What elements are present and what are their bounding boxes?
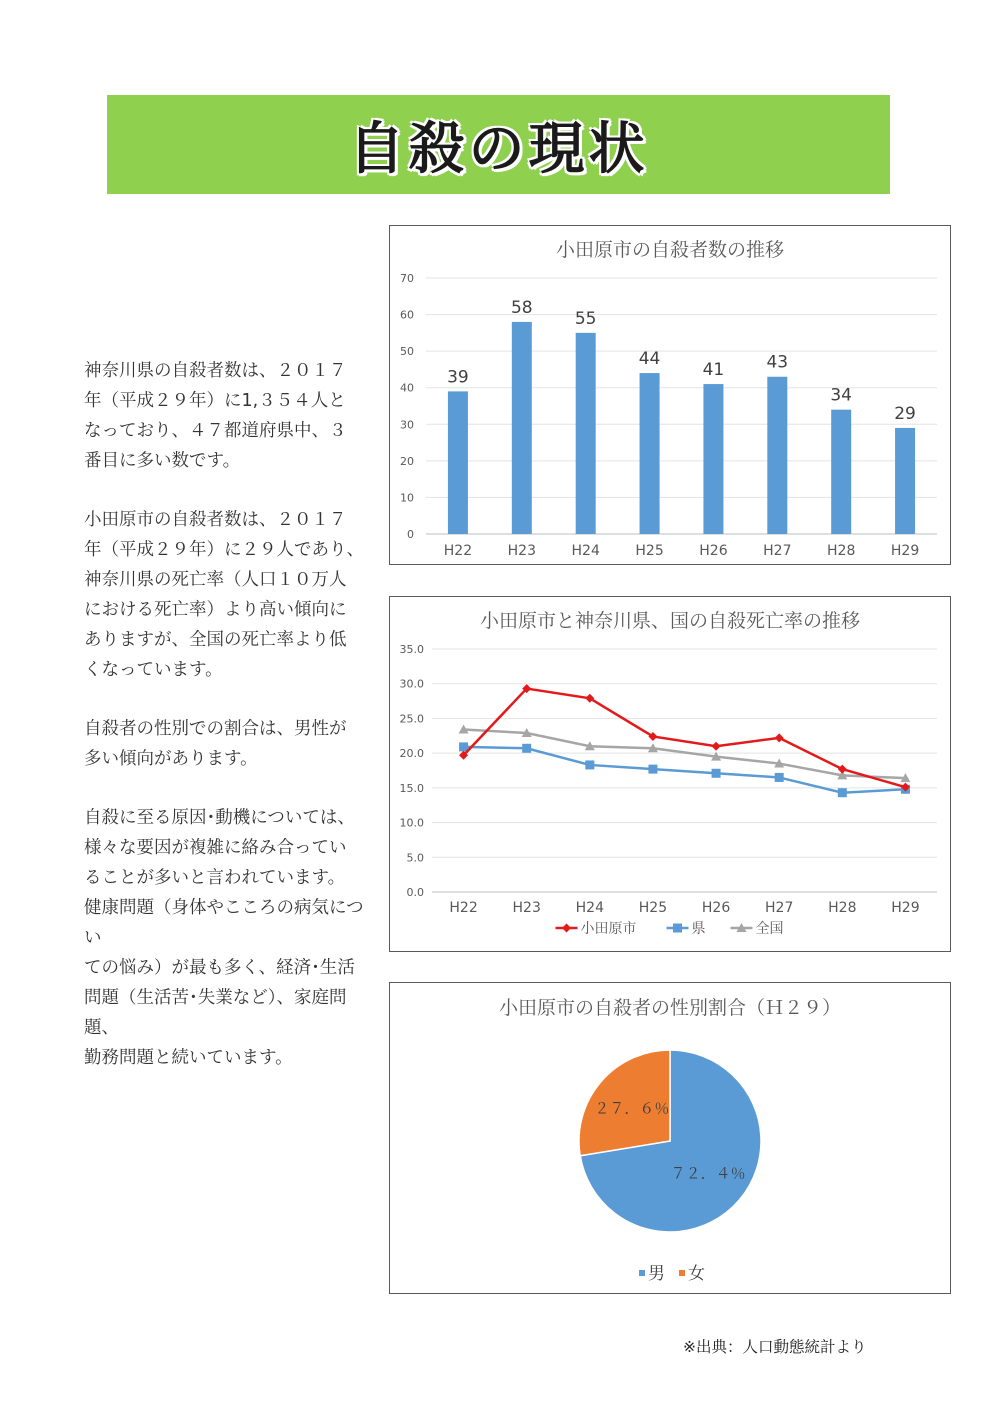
data-point [459, 742, 468, 751]
x-tick-label: H22 [449, 900, 478, 916]
data-label: 58 [510, 297, 533, 318]
legend-label: 男 [648, 1264, 665, 1284]
paragraph-2: 小田原市の自殺者数は、２０１７ 年（平成２９年）に２９人であり、 神奈川県の死亡率（人口１０万人 における死亡率）より高い傾向に ありますが、全国の死亡率より低 くなっています。 [84, 510, 364, 680]
y-tick-label: 50 [400, 345, 414, 359]
data-label: 55 [574, 308, 597, 329]
x-tick-label: H25 [638, 900, 668, 916]
bar [448, 391, 468, 534]
y-tick-label: 15.0 [399, 781, 424, 795]
y-tick-label: 25.0 [399, 712, 424, 726]
data-point [648, 765, 657, 774]
source-note: ※出典：人口動態統計より [683, 1338, 867, 1356]
data-point [712, 742, 721, 751]
legend-label: 全国 [755, 921, 784, 937]
x-tick-label: H25 [635, 543, 664, 559]
legend-swatch [679, 1270, 685, 1276]
data-point [838, 788, 847, 797]
y-tick-label: 40 [400, 381, 414, 395]
x-tick-label: H29 [890, 543, 920, 559]
legend-label: 女 [688, 1264, 705, 1284]
y-tick-label: 20.0 [399, 747, 424, 761]
page-title: 自殺の現状 [348, 116, 649, 182]
data-label: 34 [830, 385, 853, 406]
data-point [775, 773, 784, 782]
chart-title: 小田原市の自殺者数の推移 [555, 239, 785, 261]
bar [576, 333, 596, 534]
y-tick-label: 0 [407, 528, 414, 541]
legend-label: 県 [691, 921, 706, 937]
x-tick-label: H28 [827, 543, 856, 559]
y-tick-label: 5.0 [406, 851, 424, 865]
y-tick-label: 0.0 [406, 886, 424, 899]
bar-chart-svg [390, 226, 950, 564]
data-label: 43 [766, 352, 789, 373]
data-label: 29 [894, 403, 916, 424]
title-banner [107, 95, 890, 194]
legend-swatch [639, 1270, 645, 1276]
y-tick-label: 70 [400, 272, 414, 285]
data-label: 41 [702, 360, 725, 381]
x-tick-label: H29 [891, 900, 920, 916]
y-tick-label: 30.0 [399, 677, 424, 691]
chart-title: 小田原市の自殺者の性別割合（Ｈ２９） [498, 997, 842, 1019]
y-tick-label: 30 [400, 418, 414, 432]
y-tick-label: 20 [400, 454, 414, 468]
bar [895, 428, 915, 534]
y-tick-label: 35.0 [399, 643, 424, 656]
slice-label: ２７．６％ [594, 1099, 670, 1118]
chart-title: 小田原市と神奈川県、国の自殺死亡率の推移 [479, 610, 861, 632]
bar [640, 373, 660, 534]
description-text [84, 356, 374, 1073]
bar [767, 377, 787, 534]
y-tick-label: 10.0 [399, 816, 424, 830]
y-tick-label: 10 [400, 491, 414, 505]
x-tick-label: H27 [765, 900, 794, 916]
x-tick-label: H23 [512, 900, 541, 916]
paragraph-4: 自殺に至る原因･動機については、 様々な要因が複雑に絡み合ってい ることが多いと言われています。 健康問題（身体やこころの病気につい ての悩み）が最も多く、経済･生活 問題（生活苦･失業など）、家庭問題、 勤務問題と続いています。 [84, 808, 364, 1068]
suicide-count-chart [389, 225, 951, 565]
line-chart-svg [390, 597, 950, 951]
x-tick-label: H26 [701, 900, 731, 916]
x-tick-label: H28 [828, 900, 857, 916]
slice-label: ７２．４％ [670, 1164, 746, 1183]
legend-label: 小田原市 [580, 921, 637, 937]
gender-ratio-chart [389, 982, 951, 1294]
data-point [585, 760, 594, 769]
x-tick-label: H27 [763, 543, 792, 559]
x-tick-label: H26 [699, 543, 728, 559]
data-label: 39 [447, 367, 469, 388]
x-tick-label: H24 [571, 543, 600, 559]
bar [703, 384, 723, 534]
x-tick-label: H24 [575, 900, 604, 916]
data-point [712, 769, 721, 778]
suicide-rate-chart [389, 596, 951, 952]
legend-marker [673, 924, 682, 933]
bar [831, 410, 851, 534]
paragraph-3: 自殺者の性別での割合は、男性が 多い傾向があります。 [84, 719, 347, 769]
data-label: 44 [638, 349, 661, 370]
bar [512, 322, 532, 534]
data-point [522, 744, 531, 753]
paragraph-1: 神奈川県の自殺者数は、２０１７ 年（平成２９年）に1,３５４人と なっており、４７都道府県中、３ 番目に多い数です。 [84, 361, 347, 471]
legend-marker [562, 924, 571, 933]
data-point [838, 765, 847, 774]
pie-chart-svg [390, 983, 950, 1293]
x-tick-label: H23 [507, 543, 536, 559]
x-tick-label: H22 [443, 543, 473, 559]
y-tick-label: 60 [400, 308, 414, 322]
data-point [775, 733, 784, 742]
